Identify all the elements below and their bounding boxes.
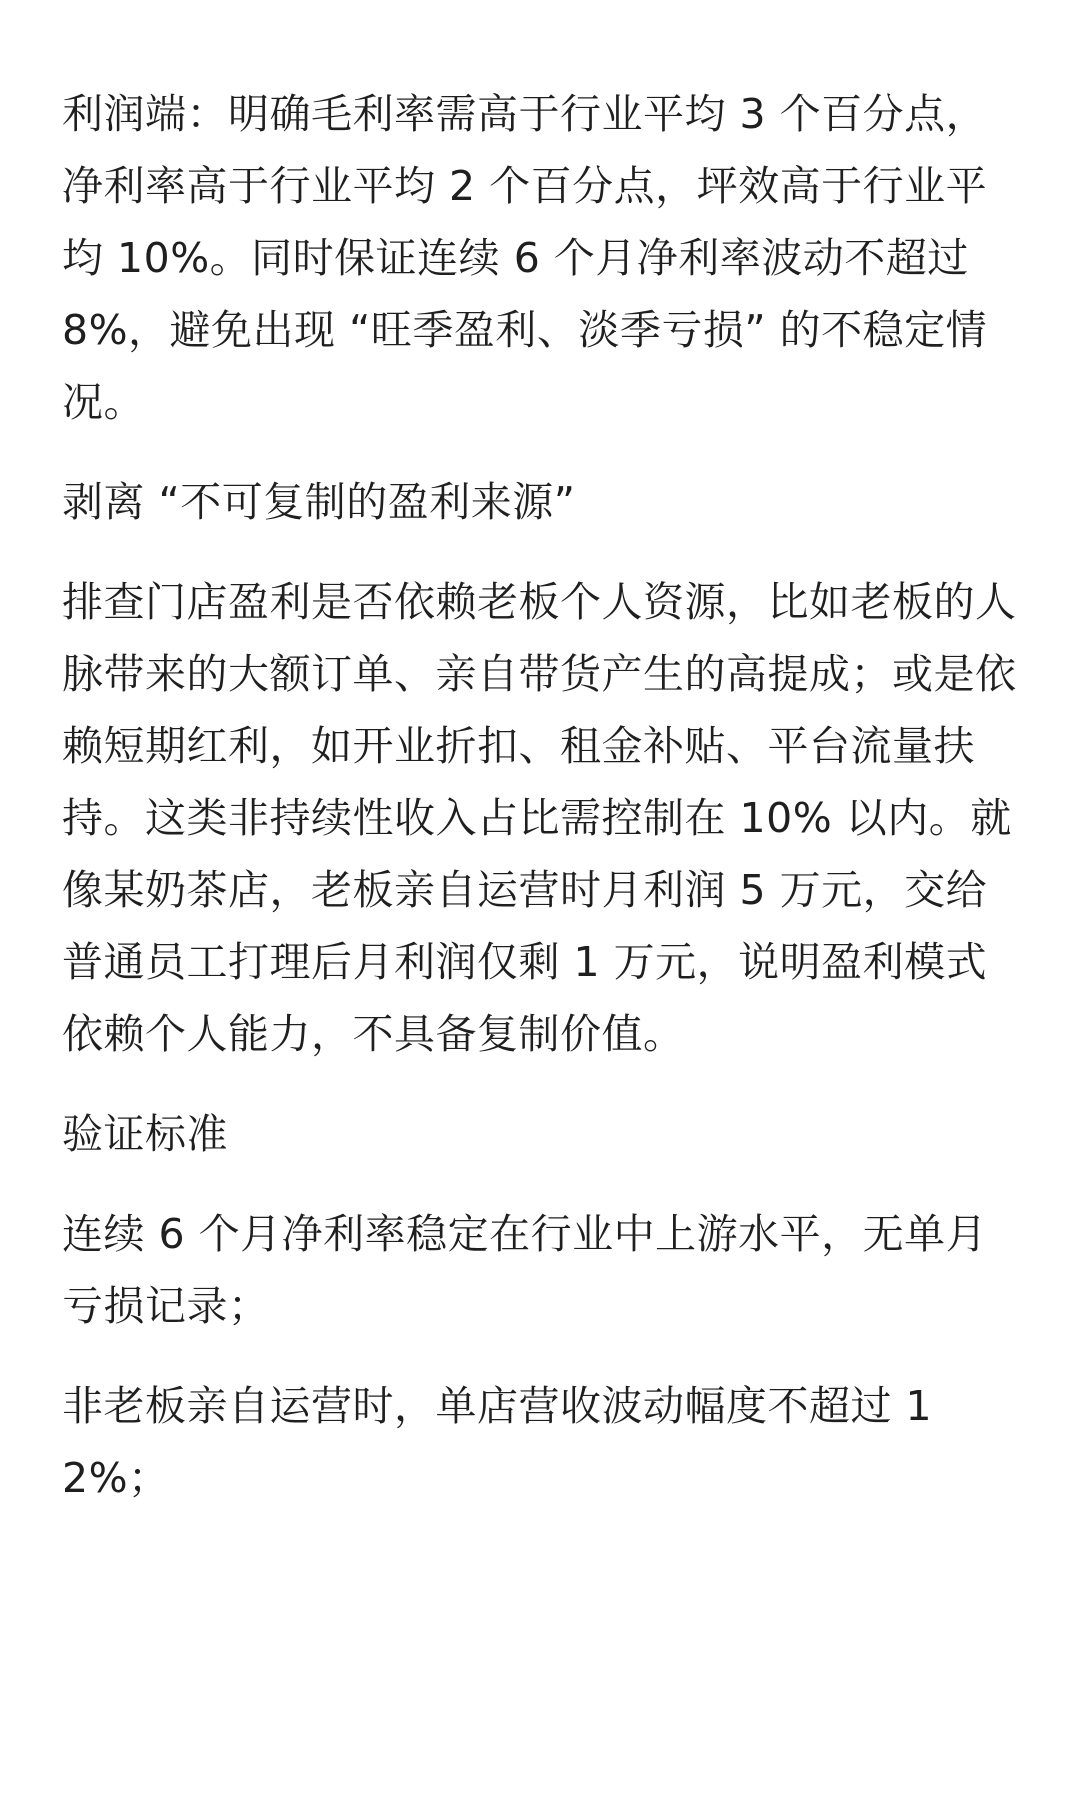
- profit-source-paragraph: 排查门店盈利是否依赖老板个人资源，比如老板的人脉带来的大额订单、亲自带货产生的高提成；或是依赖短期红利，如开业折扣、租金补贴、平台流量扶持。这类非持续性收入占比需控制在 10% 以内。就像某奶茶店，老板亲自运营时月利润 5 万元，交给普通员工打理后月利润仅剩 1 万元，说明盈利模式依赖个人能力，不具备复制价值。: [62, 578, 1017, 1058]
- profit-criteria-paragraph: 利润端：明确毛利率需高于行业平均 3 个百分点，净利率高于行业平均 2 个百分点，坪效高于行业平均 10%。同时保证连续 6 个月净利率波动不超过 8%，避免出现 “旺季盈利、淡季亏损” 的不稳定情况。: [62, 90, 988, 426]
- article-body: [62, 78, 1022, 1514]
- section-heading-verification-standard: 验证标准: [62, 1110, 228, 1158]
- section-heading-non-replicable-profit: 剥离 “不可复制的盈利来源”: [62, 478, 576, 526]
- verification-item-2: 非老板亲自运营时，单店营收波动幅度不超过 12%；: [62, 1382, 933, 1502]
- verification-item-1: 连续 6 个月净利率稳定在行业中上游水平，无单月亏损记录；: [62, 1210, 988, 1330]
